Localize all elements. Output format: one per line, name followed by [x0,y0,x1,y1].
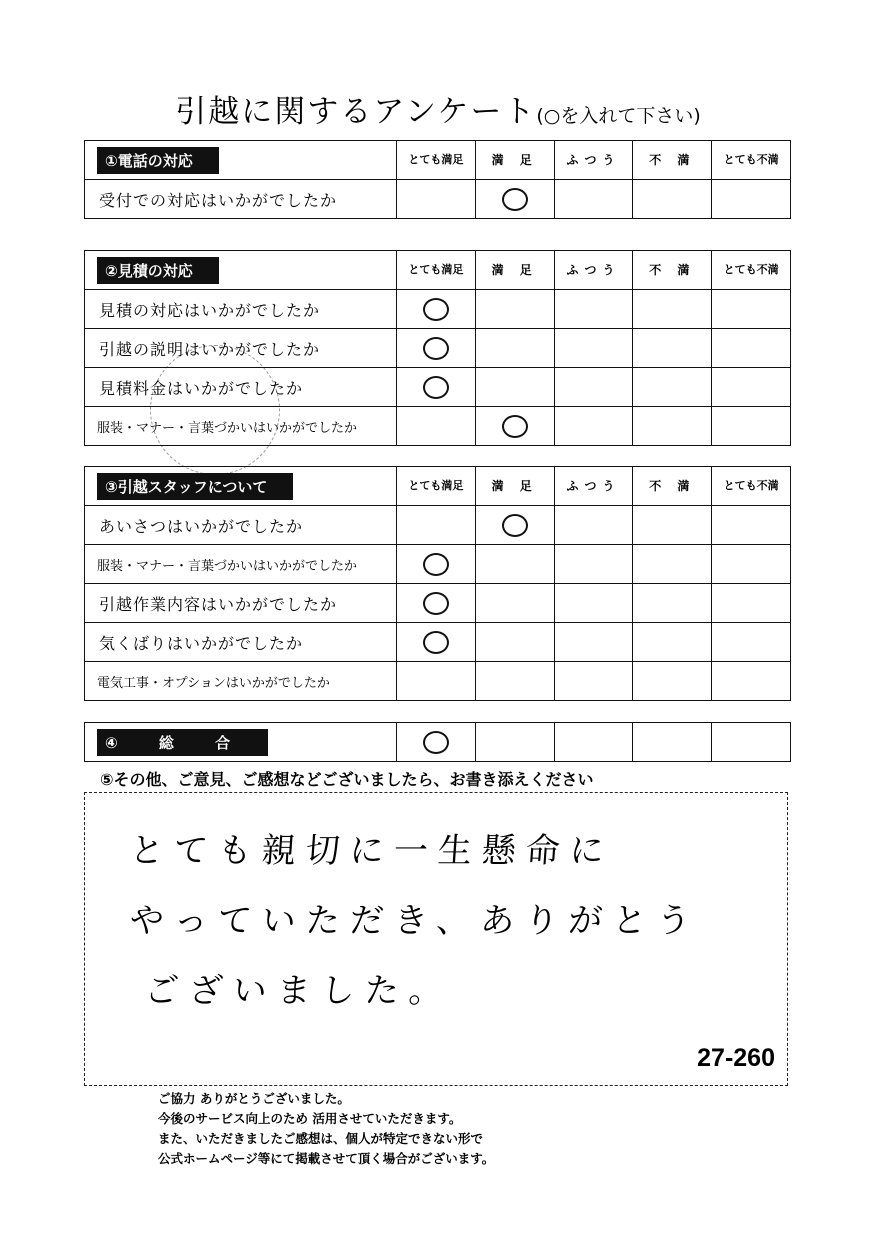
overall-rating-cell[interactable] [397,723,476,762]
rating-cell[interactable] [712,407,791,446]
rating-header: とても不満 [712,251,791,290]
rating-cell[interactable] [475,329,554,368]
rating-cell[interactable] [712,368,791,407]
question-row [85,506,791,545]
question-row [85,290,791,329]
rating-cell[interactable] [633,329,712,368]
rating-cell[interactable] [475,407,554,446]
overall-rating-cell[interactable] [712,723,791,762]
rating-cell[interactable] [633,545,712,584]
rating-cell[interactable] [712,329,791,368]
rating-cell[interactable] [554,290,633,329]
rating-cell[interactable] [554,584,633,623]
rating-cell[interactable] [712,584,791,623]
rating-cell[interactable] [475,662,554,701]
rating-header: ふつう [554,251,633,290]
rating-cell[interactable] [475,584,554,623]
rating-cell[interactable] [633,368,712,407]
question-row [85,329,791,368]
rating-header: 不 満 [633,141,712,180]
handwritten-comment-line: ございました。 [143,971,455,1011]
rating-header: 満 足 [475,141,554,180]
title-main: 引越に関するアンケート [175,94,537,130]
question-row [85,407,791,446]
section-header-row [85,467,791,506]
document-number: 27-260 [697,1044,775,1072]
rating-cell[interactable] [475,290,554,329]
question-text: 受付での対応はいかがでしたか [85,180,397,219]
rating-header: とても不満 [712,141,791,180]
overall-label: ④ 総 合 [97,729,268,756]
circle-mark-icon [423,337,449,360]
question-text: 見積の対応はいかがでしたか [85,290,397,329]
rating-header: とても満足 [397,467,476,506]
rating-header: とても満足 [397,251,476,290]
rating-header: 不 満 [633,467,712,506]
footer-line: 今後のサービス向上のため 活用させていただきます。 [158,1111,462,1126]
rating-cell[interactable] [633,180,712,219]
overall-table [84,722,791,762]
section-label: ③引越スタッフについて [97,473,293,500]
rating-cell[interactable] [554,368,633,407]
rating-cell[interactable] [397,407,476,446]
rating-cell[interactable] [397,623,476,662]
handwritten-comment-line: やっていただき、ありがとう [128,901,702,941]
section-label: ②見積の対応 [97,257,219,284]
survey-title [0,86,876,131]
section-staff-table [84,466,791,701]
question-text: 見積料金はいかがでしたか [85,368,397,407]
overall-rating-cell[interactable] [475,723,554,762]
question-text: 引越の説明はいかがでしたか [85,329,397,368]
rating-header: 満 足 [475,467,554,506]
circle-mark-icon [423,553,449,576]
question-text: 電気工事・オプションはいかがでしたか [85,662,397,701]
question-text: 服装・マナー・言葉づかいはいかがでしたか [85,407,397,446]
rating-cell[interactable] [712,180,791,219]
question-row [85,545,791,584]
footer-line: また、いただきましたご感想は、個人が特定できない形で [158,1131,484,1146]
rating-cell[interactable] [712,623,791,662]
rating-header: とても満足 [397,141,476,180]
rating-cell[interactable] [397,368,476,407]
circle-mark-icon [423,731,449,754]
rating-header: 不 満 [633,251,712,290]
section-header-row [85,251,791,290]
rating-cell[interactable] [633,623,712,662]
rating-cell[interactable] [397,180,476,219]
rating-cell[interactable] [397,329,476,368]
question-row [85,180,791,219]
rating-header: ふつう [554,467,633,506]
circle-mark-icon [502,188,528,211]
rating-cell[interactable] [633,584,712,623]
question-text: あいさつはいかがでしたか [85,506,397,545]
question-text: 服装・マナー・言葉づかいはいかがでしたか [85,545,397,584]
rating-cell[interactable] [633,506,712,545]
rating-cell[interactable] [475,506,554,545]
question-row [85,368,791,407]
section-estimate-table [84,250,791,446]
rating-cell[interactable] [712,290,791,329]
section-header-row [85,141,791,180]
rating-header: ふつう [554,141,633,180]
rating-cell[interactable] [475,368,554,407]
rating-header: とても不満 [712,467,791,506]
overall-rating-cell[interactable] [633,723,712,762]
section-label: ①電話の対応 [97,147,219,174]
rating-cell[interactable] [397,584,476,623]
rating-cell[interactable] [554,407,633,446]
footer-note [158,1089,494,1169]
circle-mark-icon [423,592,449,615]
question-text: 気くばりはいかがでしたか [85,623,397,662]
question-row [85,584,791,623]
rating-cell[interactable] [712,506,791,545]
rating-cell[interactable] [633,662,712,701]
rating-cell[interactable] [633,290,712,329]
rating-cell[interactable] [397,506,476,545]
title-instruction: (○を入れて下さい) [536,105,701,127]
overall-row [85,723,791,762]
comment-prompt: ⑤その他、ご意見、ご感想などございましたら、お書き添えください [100,770,594,789]
handwritten-comment-line: とても親切に一生懸命に [128,831,616,871]
footer-line: ご協力 ありがとうございました。 [158,1091,350,1106]
rating-cell[interactable] [712,662,791,701]
rating-cell[interactable] [397,545,476,584]
rating-cell[interactable] [554,623,633,662]
circle-mark-icon [423,376,449,399]
comment-box[interactable] [84,792,788,1086]
circle-mark-icon [502,415,528,438]
rating-cell[interactable] [554,180,633,219]
rating-cell[interactable] [554,329,633,368]
section-phone-table [84,140,791,219]
rating-cell[interactable] [397,662,476,701]
rating-header: 満 足 [475,251,554,290]
circle-mark-icon [423,298,449,321]
rating-cell[interactable] [554,545,633,584]
question-text: 引越作業内容はいかがでしたか [85,584,397,623]
question-row [85,662,791,701]
circle-mark-icon [423,631,449,654]
question-row [85,623,791,662]
rating-cell[interactable] [475,545,554,584]
footer-line: 公式ホームページ等にて掲載させて頂く場合がございます。 [158,1151,495,1166]
rating-cell[interactable] [475,180,554,219]
rating-cell[interactable] [554,506,633,545]
rating-cell[interactable] [712,545,791,584]
circle-mark-icon [502,514,528,537]
overall-rating-cell[interactable] [554,723,633,762]
rating-cell[interactable] [633,407,712,446]
rating-cell[interactable] [554,662,633,701]
rating-cell[interactable] [475,623,554,662]
rating-cell[interactable] [397,290,476,329]
